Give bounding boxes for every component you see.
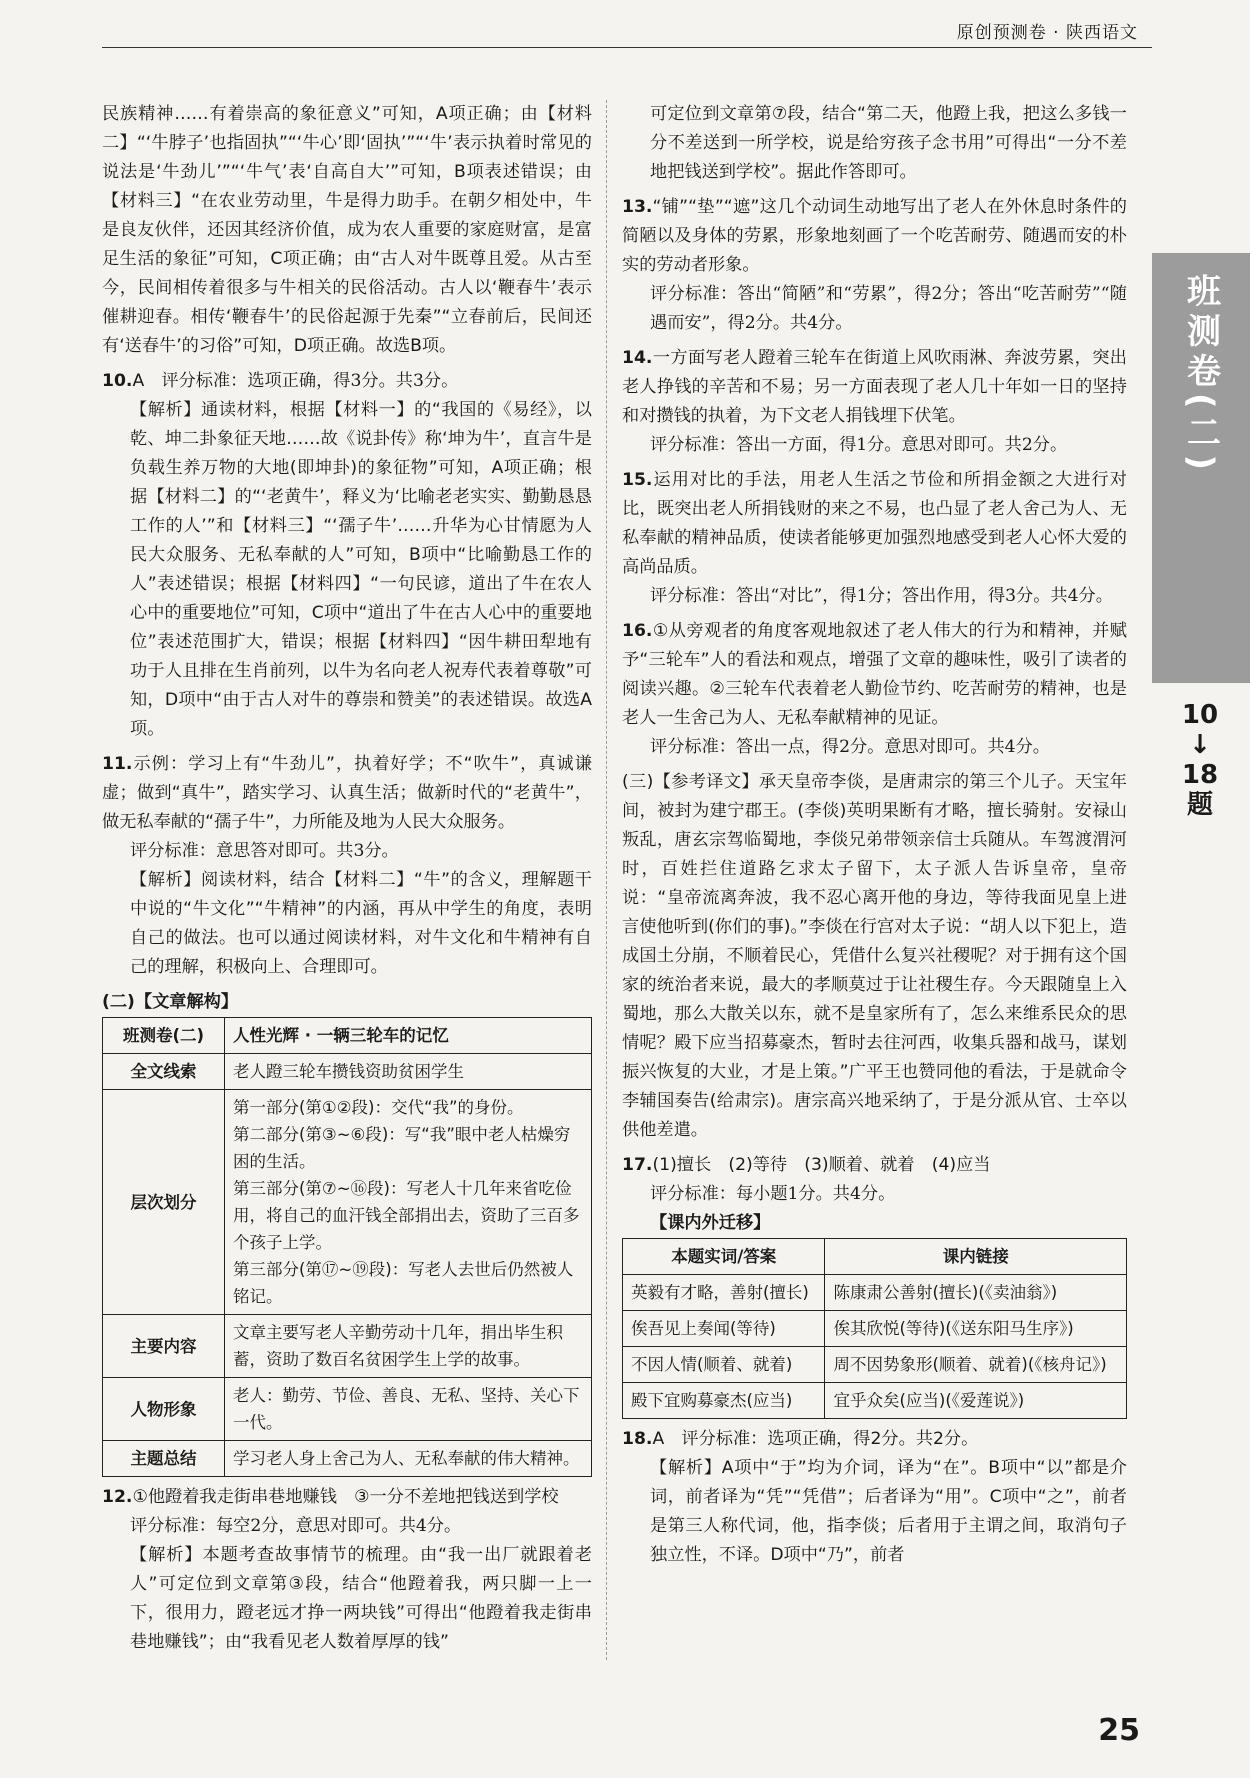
row-content: 学习老人身上舍己为人、无私奉献的伟大精神。 <box>225 1441 592 1477</box>
row-label: 人物形象 <box>103 1378 225 1441</box>
table-row <box>623 1383 1127 1419</box>
question-range: 10 ↓ 18 题 <box>1181 700 1219 820</box>
q14-standard: 评分标准：答出一方面，得1分。意思对即可。共2分。 <box>650 435 1068 455</box>
q18-answer: 18.A 评分标准：选项正确，得2分。共2分。 <box>622 1429 979 1449</box>
table-cell: 陈康肃公善射(擅长)(《卖油翁》) <box>825 1275 1127 1311</box>
row-content: 老人蹬三轮车攒钱资助贫困学生 <box>225 1054 592 1090</box>
q15-standard: 评分标准：答出“对比”，得1分；答出作用，得3分。共4分。 <box>650 586 1113 606</box>
section3-translation: (三)【参考译文】承天皇帝李倓，是唐肃宗的第三个儿子。天宝年间，被封为建宁郡王。(李倓)英明果断有才略，擅长骑射。安禄山叛乱，唐玄宗驾临蜀地，李倓兄弟带领亲信士兵随从。车驾渡渭河时，百姓拦住道路乞求太子留下，太子派人告诉皇帝，皇帝说：“皇帝流离奔波，我不忍心离开他的身边，等待我面见皇上进言使他听到(你们的事)。”李倓在行宫对太子说：“胡人以下犯上，造成国土分崩，不顺着民心，凭借什么复兴社稷呢？对于拥有这个国家的统治者来说，最大的孝顺莫过于让社稷生存。今天跟随皇上入蜀地，那么大散关以东，就不是皇家所有了，怎么来维系民众的思情呢？殿下应当招募豪杰，暂时去往河西，收集兵器和战马，谋划振兴恢复的大业，才是上策。”广平王也赞同他的看法，于是就命令李辅国奏告(给肃宗)。唐宗高兴地采纳了，于是分派从官、士卒以供他差遣。 <box>622 772 1127 1140</box>
table-head-cell: 班测卷(二) <box>103 1018 225 1054</box>
table-row <box>623 1311 1127 1347</box>
column-divider <box>606 100 607 1660</box>
row-label: 主要内容 <box>103 1315 225 1378</box>
table-row <box>103 1090 592 1315</box>
row-content: 老人：勤劳、节俭、善良、无私、坚持、关心下一代。 <box>225 1378 592 1441</box>
table-cell: 周不因势象形(顺着、就着)(《核舟记》) <box>825 1347 1127 1383</box>
right-column <box>622 100 1127 1570</box>
q11-analysis: 【解析】阅读材料，结合【材料二】“牛”的含义，理解题干中说的“牛文化”“牛精神”的内涵，再从中学生的角度，表明自己的做法。也可以通过阅读材料，对牛文化和牛精神有自己的理解，积极向上、合理即可。 <box>130 870 592 977</box>
table-row <box>623 1347 1127 1383</box>
structure-table <box>102 1017 592 1477</box>
page-header: 原创预测卷 · 陕西语文 <box>956 23 1138 43</box>
section2-title: (二)【文章解构】 <box>102 992 239 1012</box>
q17-standard: 评分标准：每小题1分。共4分。 <box>650 1184 896 1204</box>
table-cell: 宜乎众矣(应当)(《爱莲说》) <box>825 1383 1127 1419</box>
transfer-table <box>622 1238 1127 1419</box>
side-tab <box>1152 253 1250 683</box>
table-cell: 不因人情(顺着、就着) <box>623 1347 825 1383</box>
q12-standard: 评分标准：每空2分，意思对即可。共4分。 <box>130 1516 462 1536</box>
q16-standard: 评分标准：答出一点，得2分。意思对即可。共4分。 <box>650 737 1050 757</box>
table-row <box>103 1054 592 1090</box>
row-content: 文章主要写老人辛勤劳动十几年，捐出毕生积蓄，资助了数百名贫困学生上学的故事。 <box>225 1315 592 1378</box>
q11-answer: 11.示例：学习上有“牛劲儿”，执着好学；不“吹牛”，真诚谦虚；做到“真牛”，踏实学习、认真生活；做新时代的“老黄牛”，做无私奉献的“孺子牛”，力所能及地为人民大众服务。 <box>102 754 592 832</box>
q16-answer: 16.①从旁观者的角度客观地叙述了老人伟大的行为和精神，并赋予“三轮车”人的看法和观点，增强了文章的趣味性，吸引了读者的阅读兴趣。②三轮车代表着老人勤俭节约、吃苦耐劳的精神，也是老人一生舍己为人、无私奉献精神的见证。 <box>622 621 1127 728</box>
header-rule <box>102 47 1152 48</box>
table-row <box>103 1378 592 1441</box>
table-head-cell: 课内链接 <box>825 1239 1127 1275</box>
row-label: 层次划分 <box>103 1090 225 1315</box>
row-content: 第一部分(第①②段)：交代“我”的身份。 第二部分(第③~⑥段)：写“我”眼中老人枯燥穷困的生活。 第三部分(第⑦~⑯段)：写老人十几年来省吃俭用，将自己的血汗钱全部捐出去，资助了三百多个孩子上学。 第三部分(第⑰~⑲段)：写老人去世后仍然被人铭记。 <box>225 1090 592 1315</box>
table-cell: 英毅有才略，善射(擅长) <box>623 1275 825 1311</box>
left-column <box>102 100 592 1657</box>
q15-answer: 15.运用对比的手法，用老人生活之节俭和所捐金额之大进行对比，既突出老人所捐钱财的来之不易，也凸显了老人舍己为人、无私奉献的精神品质，使读者能够更加强烈地感受到老人心怀大爱的高尚品质。 <box>622 470 1127 577</box>
page-number: 25 <box>1098 1713 1140 1748</box>
table-cell: 俟其欣悦(等待)(《送东阳马生序》) <box>825 1311 1127 1347</box>
table-row <box>623 1275 1127 1311</box>
q14-answer: 14.一方面写老人蹬着三轮车在街道上风吹雨淋、奔波劳累，突出老人挣钱的辛苦和不易；另一方面表现了老人几十年如一日的坚持和对攒钱的执着，为下文老人捐钱埋下伏笔。 <box>622 348 1127 426</box>
q18-analysis: 【解析】A项中“于”均为介词，译为“在”。B项中“以”都是介词，前者译为“凭”“凭借”；后者译为“用”。C项中“之”，前者是第三人称代词，他，指李倓；后者用于主谓之间，取消句子独立性，不译。D项中“乃”，前者 <box>650 1458 1127 1565</box>
table-cell: 殿下宜购募豪杰(应当) <box>623 1383 825 1419</box>
row-label: 主题总结 <box>103 1441 225 1477</box>
table-cell: 俟吾见上奏闻(等待) <box>623 1311 825 1347</box>
table-row <box>103 1441 592 1477</box>
q12-answer: 12.①他蹬着我走街串巷地赚钱 ③一分不差地把钱送到学校 <box>102 1487 559 1507</box>
q13-standard: 评分标准：答出“简陋”和“劳累”，得2分；答出“吃苦耐劳”“随遇而安”，得2分。共4分。 <box>650 284 1127 333</box>
q12-analysis: 【解析】本题考查故事情节的梳理。由“我一出厂就跟着老人”可定位到文章第③段，结合“他蹬着我，两只脚一上一下，很用力，蹬老远才挣一两块钱”可得出“他蹬着我走街串巷地赚钱”；由“我看见老人数着厚厚的钱” <box>130 1545 592 1652</box>
table-head-cell: 本题实词/答案 <box>623 1239 825 1275</box>
q11-standard: 评分标准：意思答对即可。共3分。 <box>130 841 399 861</box>
side-tab-label: 班测卷(二) <box>1180 273 1221 477</box>
q17-answer: 17.(1)擅长 (2)等待 (3)顺着、就着 (4)应当 <box>622 1155 991 1175</box>
transfer-title: 【课内外迁移】 <box>650 1213 771 1233</box>
q10-answer: 10.A 评分标准：选项正确，得3分。共3分。 <box>102 371 459 391</box>
q9-continuation: 民族精神……有着崇高的象征意义”可知，A项正确；由【材料二】“‘牛脖子’也指固执”“‘牛心’即‘固执’”“‘牛’表示执着时常见的说法是‘牛劲儿’”“‘牛气’表‘自高自大’”可知，B项表述错误；由【材料三】“在农业劳动里，牛是得力助手。在朝夕相处中，牛是良友伙伴，还因其经济价值，成为农人重要的家庭财富，是富足生活的象征”可知，C项正确；由“古人对牛既尊且爱。从古至今，民间相传着很多与牛相关的民俗活动。古人以‘鞭春牛’表示催耕迎春。相传‘鞭春牛’的民俗起源于先秦”“立春前后，民间还有‘送春牛’的习俗”可知，D项正确。故选B项。 <box>102 104 592 356</box>
q13-answer: 13.“铺”“垫”“遮”这几个动词生动地写出了老人在外休息时条件的简陋以及身体的劳累，形象地刻画了一个吃苦耐劳、随遇而安的朴实的劳动者形象。 <box>622 197 1127 275</box>
q12-continuation: 可定位到文章第⑦段，结合“第二天，他蹬上我，把这么多钱一分不差送到一所学校，说是给穷孩子念书用”可得出“一分不差地把钱送到学校”。据此作答即可。 <box>650 104 1127 182</box>
table-row <box>103 1315 592 1378</box>
row-label: 全文线索 <box>103 1054 225 1090</box>
q10-analysis: 【解析】通读材料，根据【材料一】的“我国的《易经》，以乾、坤二卦象征天地……故《说卦传》称‘坤为牛’，直言牛是负载生养万物的大地(即坤卦)的象征物”可知，A项正确；根据【材料二】的“‘老黄牛’，释义为‘比喻老老实实、勤勤恳恳工作的人’”和【材料三】“‘孺子牛’……升华为心甘情愿为人民大众服务、无私奉献的人”可知，B项中“比喻勤恳工作的人”表述错误；根据【材料四】“一句民谚，道出了牛在农人心中的重要地位”可知，C项中“道出了牛在古人心中的重要地位”表述范围扩大，错误；根据【材料四】“因牛耕田犁地有功于人且排在生肖前列，以牛为名向老人祝寿代表着尊敬”可知，D项中“由于古人对牛的尊崇和赞美”的表述错误。故选A项。 <box>130 400 592 739</box>
table-head-cell: 人性光辉 · 一辆三轮车的记忆 <box>225 1018 592 1054</box>
